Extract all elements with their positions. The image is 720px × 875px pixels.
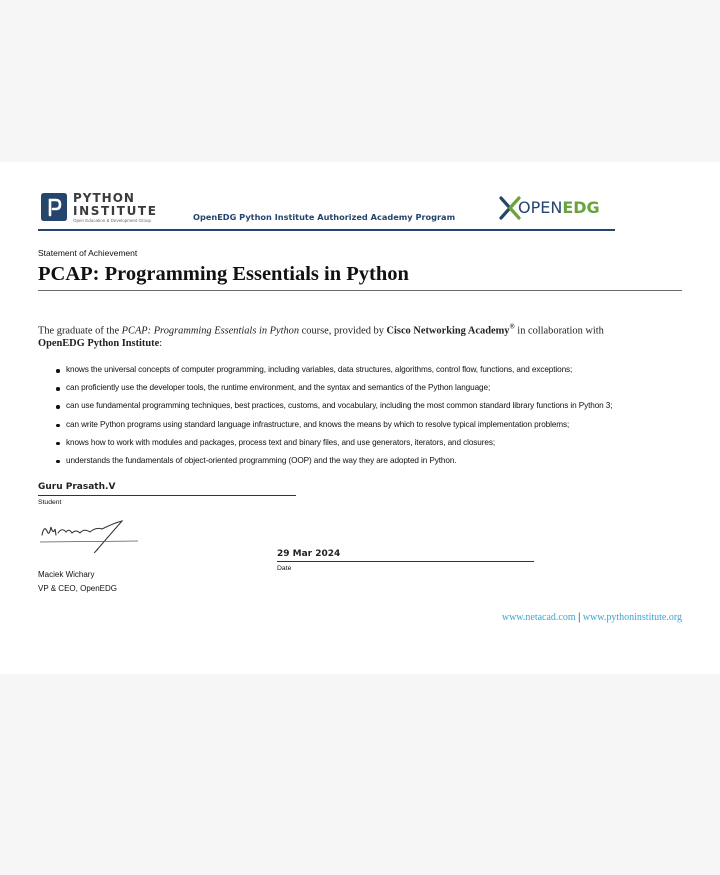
openedg-wordmark-open: OPEN xyxy=(518,198,563,217)
statement-label: Statement of Achievement xyxy=(38,248,138,258)
outcome-item: knows how to work with modules and packages, process text and binary files, and use generators, iterators, and closures; xyxy=(56,437,696,455)
python-institute-badge-icon xyxy=(40,191,68,223)
outcome-item: can write Python programs using standard language infrastructure, and knows the means by which to resolve typical implementation problems; xyxy=(56,419,696,437)
outcome-item: can proficiently use the developer tools, the runtime environment, and the syntax and semantics of the Python language; xyxy=(56,382,696,400)
handwritten-signature xyxy=(38,517,142,561)
openedg-wordmark xyxy=(518,198,600,217)
intro-suffix: : xyxy=(159,338,163,350)
learning-outcomes-list xyxy=(56,364,696,473)
intro-collab: in collaboration with xyxy=(514,325,604,337)
footer-separator: | xyxy=(578,612,581,623)
openedg-wordmark-edg: EDG xyxy=(562,198,600,217)
outcome-item: understands the fundamentals of object-oriented programming (OOP) and the way they are adopted in Python. xyxy=(56,455,696,473)
date-label: Date xyxy=(277,565,292,572)
python-institute-tagline: Open Education & Development Group xyxy=(73,218,152,223)
intro-middle: course, provided by xyxy=(299,325,387,337)
intro-trademark: ® xyxy=(509,323,515,331)
pythoninstitute-link[interactable]: www.pythoninstitute.org xyxy=(582,612,682,623)
python-institute-name-line2: INSTITUTE xyxy=(73,204,158,218)
netacad-link[interactable]: www.netacad.com xyxy=(501,612,576,623)
course-title: PCAP: Programming Essentials in Python xyxy=(38,263,409,285)
title-divider xyxy=(38,290,682,291)
program-title: OpenEDG Python Institute Authorized Academy Program xyxy=(193,212,456,222)
signer-name: Maciek Wichary xyxy=(38,570,95,579)
intro-paragraph xyxy=(38,321,682,350)
student-label: Student xyxy=(38,499,62,506)
intro-provider: Cisco Networking Academy xyxy=(386,325,510,337)
python-institute-name-line1: PYTHON xyxy=(73,191,135,205)
student-name: Guru Prasath.V xyxy=(38,482,116,492)
student-signature-line xyxy=(38,495,296,496)
openedg-logo xyxy=(498,195,618,221)
outcome-item: can use fundamental programming techniques, best practices, customs, and vocabulary, including the most common standard library functions in Python 3; xyxy=(56,400,696,418)
certificate-page xyxy=(0,162,720,674)
issue-date: 29 Mar 2024 xyxy=(277,549,341,559)
outcome-item: knows the universal concepts of computer programming, including variables, data structures, algorithms, control flow, functions, and exceptions; xyxy=(56,364,696,382)
date-signature-line xyxy=(277,561,534,562)
footer-links xyxy=(502,612,682,623)
intro-institute: OpenEDG Python Institute xyxy=(38,338,160,350)
python-institute-logo xyxy=(40,191,180,225)
header-divider xyxy=(38,229,615,231)
intro-course-name: PCAP: Programming Essentials in Python xyxy=(121,325,300,337)
intro-prefix: The graduate of the xyxy=(38,325,122,337)
signer-role: VP & CEO, OpenEDG xyxy=(38,584,117,593)
